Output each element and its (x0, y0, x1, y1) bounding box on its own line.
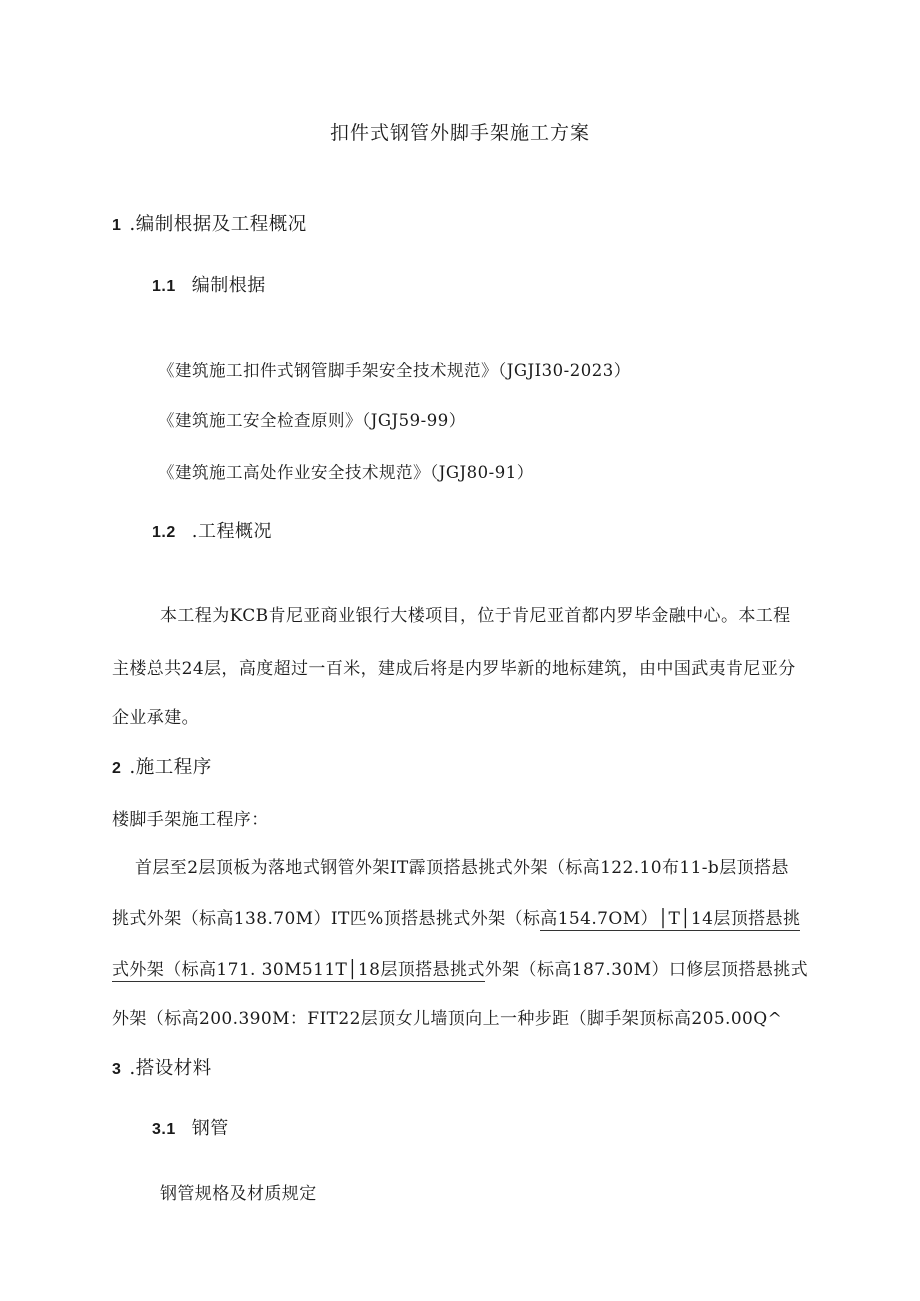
section-number: 2 (112, 760, 122, 777)
section-2-heading (112, 756, 212, 781)
section-3-1-heading (152, 1117, 229, 1142)
section-label: .施工程序 (129, 757, 212, 778)
section-number: 1 (112, 217, 122, 234)
section-number: 3.1 (152, 1121, 176, 1138)
section-number: 1.1 (152, 278, 176, 295)
section-number: 3 (112, 1061, 122, 1078)
section-label: 编制根据 (191, 275, 266, 296)
procedure-text: 外架（标高187.30M）口修层顶搭悬挑式 (484, 960, 809, 980)
overview-line: 主楼总共24层，高度超过一百米，建成后将是内罗毕新的地标建筑，由中国武夷肯尼亚分 (112, 659, 796, 679)
section-label: .搭设材料 (129, 1058, 212, 1079)
section-1-1-heading (152, 274, 266, 299)
reference-item: 《建筑施工高处作业安全技术规范》（JGJ80-91） (158, 463, 534, 482)
section-number: 1.2 (152, 524, 176, 541)
reference-item: 《建筑施工安全检查原则》（JGJ59-99） (158, 411, 466, 430)
procedure-line (112, 958, 808, 982)
section-1-heading (112, 213, 307, 238)
procedure-line: 首层至2层顶板为落地式钢管外架IT霹顶搭悬挑式外架（标高122.10布11-b层顶搭悬 (135, 858, 789, 878)
section-label: 钢管 (191, 1118, 229, 1139)
overview-line: 本工程为KCB肯尼亚商业银行大楼项目，位于肯尼亚首都内罗毕金融中心。本工程 (160, 606, 791, 626)
overview-line: 企业承建。 (112, 708, 199, 728)
procedure-underlined-text: 高154.7OM）│T│14层顶搭悬挑 (540, 909, 801, 929)
section-label: .编制根据及工程概况 (129, 214, 307, 235)
procedure-line (112, 907, 800, 931)
reference-item: 《建筑施工扣件式钢管脚手架安全技术规范》（JGJI30-2023） (158, 361, 631, 380)
procedure-line: 外架（标高200.390M：FIT22层顶女儿墙顶向上一种步距（脚手架顶标高205.00Q^ (112, 1009, 783, 1029)
procedure-intro: 楼脚手架施工程序： (112, 810, 269, 830)
procedure-underlined-text: 式外架（标高171. 30M511T│18层顶搭悬挑式 (112, 960, 485, 980)
section-1-2-heading (152, 520, 272, 545)
section-3-heading (112, 1057, 212, 1082)
section-label: .工程概况 (191, 521, 272, 542)
procedure-text: 挑式外架（标高138.70M）IT匹%顶搭悬挑式外架（标 (112, 909, 541, 929)
document-title: 扣件式钢管外脚手架施工方案 (329, 122, 590, 144)
steel-pipe-spec-text: 钢管规格及材质规定 (160, 1184, 317, 1204)
